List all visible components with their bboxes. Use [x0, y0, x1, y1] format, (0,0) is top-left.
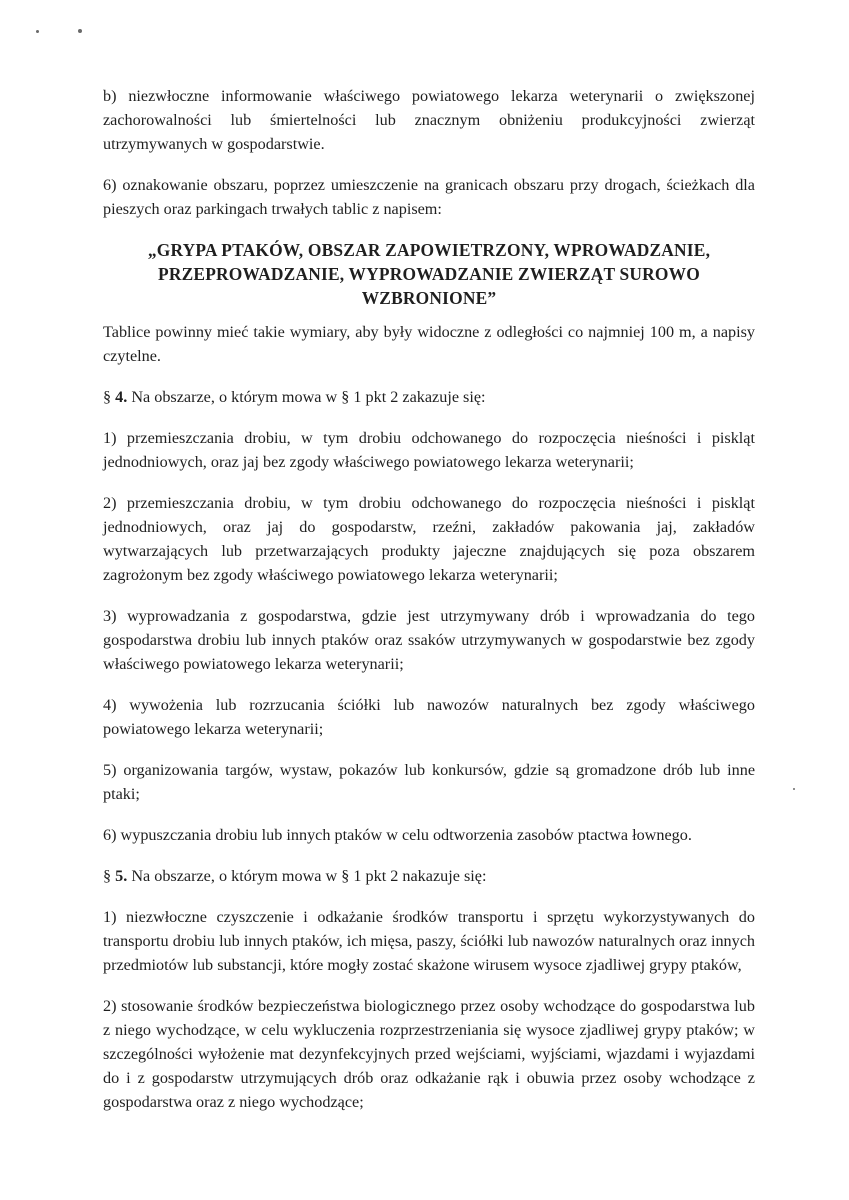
section-number: 4. — [115, 388, 128, 406]
document-body — [103, 84, 755, 1131]
section-4-item: 5) organizowania targów, wystaw, pokazów lub konkursów, gdzie są gromadzone drób lub inne ptaki; — [103, 761, 755, 803]
section-sign: § — [103, 388, 112, 406]
scan-speck — [36, 30, 39, 33]
section-4-item: 3) wyprowadzania z gospodarstwa, gdzie jest utrzymywany drób i wprowadzania do tego gospodarstwa drobiu lub innych ptaków oraz ssaków utrzymywanych w gospodarstwie bez zgody właściwego powiatowego lekarza weterynarii; — [103, 607, 755, 673]
section-4-item: 4) wywożenia lub rozrzucania ściółki lub nawozów naturalnych bez zgody właściwego powiatowego lekarza weterynarii; — [103, 696, 755, 738]
paragraph-6: 6) oznakowanie obszaru, poprzez umieszczenie na granicach obszaru przy drogach, ścieżkach dla pieszych oraz parkingach trwałych tablic z napisem: — [103, 176, 755, 218]
section-4-item: 1) przemieszczania drobiu, w tym drobiu odchowanego do rozpoczęcia nieśności i piskląt jednodniowych, oraz jaj bez zgody właściwego powiatowego lekarza weterynarii; — [103, 429, 755, 471]
section-intro: Na obszarze, o którym mowa w § 1 pkt 2 zakazuje się: — [131, 388, 486, 406]
notice-text: „GRYPA PTAKÓW, OBSZAR ZAPOWIETRZONY, WPROWADZANIE, PRZEPROWADZANIE, WYPROWADZANIE ZWIERZĄT SUROWO WZBRONIONE” — [147, 240, 711, 308]
scan-speck — [793, 788, 795, 790]
paragraph-b: b) niezwłoczne informowanie właściwego powiatowego lekarza weterynarii o zwiększonej zachorowalności lub śmiertelności lub znacznym obniżeniu produkcyjności zwierząt utrzymywanych w gospodarstwie. — [103, 87, 755, 153]
section-5-item: 2) stosowanie środków bezpieczeństwa biologicznego przez osoby wchodzące do gospodarstwa lub z niego wychodzące, w celu wykluczenia rozprzestrzeniania się wysoce zjadliwej grypy ptaków; w szczególności wyłożenie mat dezynfekcyjnych przed wejściami, wyjściami, wjazdami i wyjazdami do i z gospodarstw utrzymujących drób oraz odkażanie rąk i obuwia przez osoby wchodzące z gospodarstwa oraz z niego wychodzące; — [103, 997, 755, 1111]
section-5-heading — [103, 864, 755, 888]
scan-speck — [78, 29, 82, 33]
section-4-item: 6) wypuszczania drobiu lub innych ptaków w celu odtworzenia zasobów ptactwa łownego. — [103, 826, 692, 844]
section-5-item: 1) niezwłoczne czyszczenie i odkażanie środków transportu i sprzętu wykorzystywanych do transportu drobiu lub innych ptaków, ich mięsa, paszy, ściółki lub nawozów naturalnych oraz innych przedmiotów lub substancji, które mogły zostać skażone wirusem wysoce zjadliwej grypy ptaków, — [103, 908, 755, 974]
section-4-heading — [103, 385, 755, 409]
section-number: 5. — [115, 867, 128, 885]
section-4-item: 2) przemieszczania drobiu, w tym drobiu odchowanego do rozpoczęcia nieśności i piskląt jednodniowych, oraz jaj do gospodarstw, rzeźni, zakładów pakowania jaj, zakładów wytwarzających lub przetwarzających produkty jajeczne znajdujących się poza obszarem zagrożonym bez zgody właściwego powiatowego lekarza weterynarii; — [103, 494, 755, 584]
section-sign: § — [103, 867, 112, 885]
tablice-paragraph: Tablice powinny mieć takie wymiary, aby były widoczne z odległości co najmniej 100 m, a napisy czytelne. — [103, 323, 755, 365]
section-intro: Na obszarze, o którym mowa w § 1 pkt 2 nakazuje się: — [131, 867, 487, 885]
